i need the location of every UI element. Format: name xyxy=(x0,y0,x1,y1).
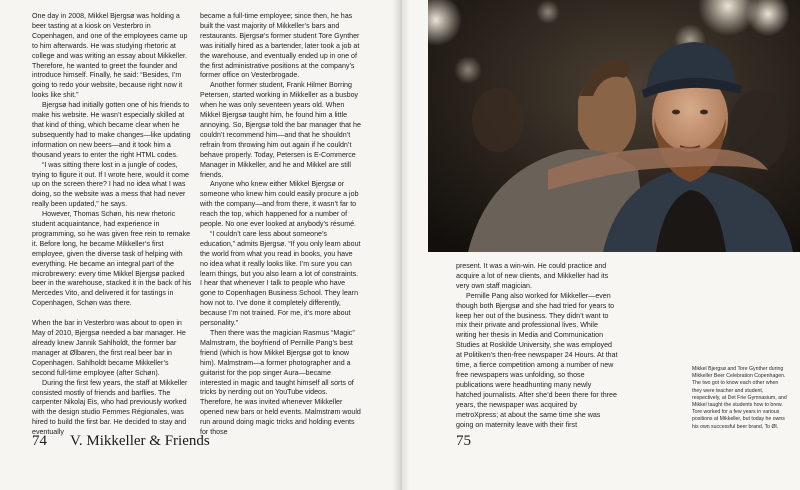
paragraph: present. It was a win-win. He could practice and acquire a lot of new clients, and Mikkeller had its very own staff magician. xyxy=(456,262,609,290)
photo xyxy=(428,0,800,252)
paragraph: When the bar in Vesterbro was about to open in May of 2010, Bjergsø needed a bar manager. He already knew Jannik Sahlholdt, the former bar manager at Ølbaren, the first real beer bar in Copenhagen. Sahlholdt became Mikkeller’s second full-time employee (after Schøn). xyxy=(32,319,186,377)
paragraph: Anyone who knew either Mikkel Bjergsø or someone who knew him could easily procure a job with the company—and from there, it wasn’t far to reach the top, which happened for a number of people. No one ever looked at anybody’s résumé. xyxy=(200,180,359,229)
paragraph: “I couldn’t care less about someone’s education,” admits Bjergsø. “If you only learn about the world from what you read in books, you have no idea what it really looks like. I’m sure you can learn things, but you also learn a lot of constraints. I hear that whenever I talk to people who have gone to Copenhagen Business School. They learn how not to. I’ve done it completely differently, because I’m not trained. For me, it’s more about personality.” xyxy=(200,229,361,328)
left-page xyxy=(0,0,398,490)
paragraph: Bjergsø had initially gotten one of his friends to make his website. He wasn’t especially skilled at that kind of thing, which became clear when he subsequently had to make changes—like updating information on new beers—and it took him a thousand years to enter the right HTML codes. xyxy=(32,101,191,159)
paragraph: One day in 2008, Mikkel Bjergsø was holding a beer tasting at a kiosk on Vesterbro in Copenhagen, and one of the employees came up to him afterwards. He was studying rhetoric at college and was writing an essay about Mikkeller. Therefore, he wanted to greet the founder and introduce himself. Finally, he said: “Besides, I’m going to redo your website, because right now it looks like shit.” xyxy=(32,12,188,100)
photo-illustration xyxy=(428,0,800,252)
photo-caption: Mikkel Bjergsø and Tore Gynther during Mikkeller Beer Celebration Copenhagen. The two got to know each other when they were teacher and student, respectively, at Det Frie Gymnasium, and Mikkel taught the students how to brew. Tore worked for a few years in various positions at Mikkeller, but today he owns his own successful beer brand, To Øl. xyxy=(692,366,787,430)
paragraph: Pernille Pang also worked for Mikkeller—even though both Bjergsø and she had tried for years to keep her out of the business. They didn’t want to mix their private and professional lives. While writing her thesis in Media and Communication Studies at Roskilde University, she was employed at Politiken’s then-free newspaper 24 Hours. At that time, a fierce competition among a number of new free newspapers was unfolding, so those publications were headhunting many newly hatched journalists. After she’d been there for three years, the newspaper was acquired by metroXpress; at about the same time she was going on maternity leave with their first xyxy=(456,291,618,429)
text-column-3 xyxy=(456,262,618,430)
page-number-right: 75 xyxy=(456,433,471,449)
paragraph: However, Thomas Schøn, his new rhetoric student acquaintance, had experience in programming, so he was given free rein to remake it. Before long, he became Mikkeller’s first employee, given the diverse task of helping with everything. He became an integral part of the microbrewery: every time Mikkel Bjergsø packed beer in the warehouse, stacked it in the back of his Mercedes Vito, and delivered it for tastings in Copenhagen, Schøn was there. xyxy=(32,210,192,308)
page-number-left: 74 xyxy=(32,433,47,449)
text-column-1 xyxy=(32,12,192,438)
paragraph: Then there was the magician Rasmus “Magic” Malmstrøm, the boyfriend of Pernille Pang’s best friend (which is how Mikkel Bjergsø got to know him). Malmstrøm—a former photographer and a guitarist for the pop singer Aura—became interested in magic and taught himself all sorts of tricks by nerding out on YouTube videos. Therefore, he was invited whenever Mikkeller opened new bars or held events. Malmstrøm would run around doing magic tricks and holding events for those xyxy=(200,329,361,437)
paragraph: During the first few years, the staff at Mikkeller consisted mostly of friends and barflies. The carpenter Nikolaj Eis, who had previously worked with the design studio Femmes Régionales, was hired to build the first bar. He decided to stay and eventually xyxy=(32,378,188,437)
text-column-2 xyxy=(200,12,362,438)
paragraph: “I was sitting there lost in a jungle of codes, trying to figure it out. If I wrote here, would it come up on the screen there? I had no idea what I was doing, so the website was a mess that had never really been updated,” he says. xyxy=(32,160,189,209)
paragraph: became a full-time employee; since then, he has built the vast majority of Mikkeller’s bars and restaurants. Bjergsø’s former student Tore Gynther was initially hired as a bartender, later took a job at the warehouse, and eventually ended up in one of the first administrative positions at the company’s former office on Vesterbrogade. xyxy=(200,12,360,80)
running-title: V. Mikkeller & Friends xyxy=(70,433,210,449)
paragraph: Another former student, Frank Hilmer Borring Petersen, started working in Mikkeller as a busboy when he was only seventeen years old. When Mikkel Bjergsø taught him, he found him a little annoying. So, Bjergsø told the bar manager that he couldn’t recommend him—and that he shouldn’t refrain from throwing him out again if he couldn’t behave properly. Today, Petersen is E-Commerce Manager in Mikkeller, and he and Mikkel are still friends. xyxy=(200,81,361,179)
